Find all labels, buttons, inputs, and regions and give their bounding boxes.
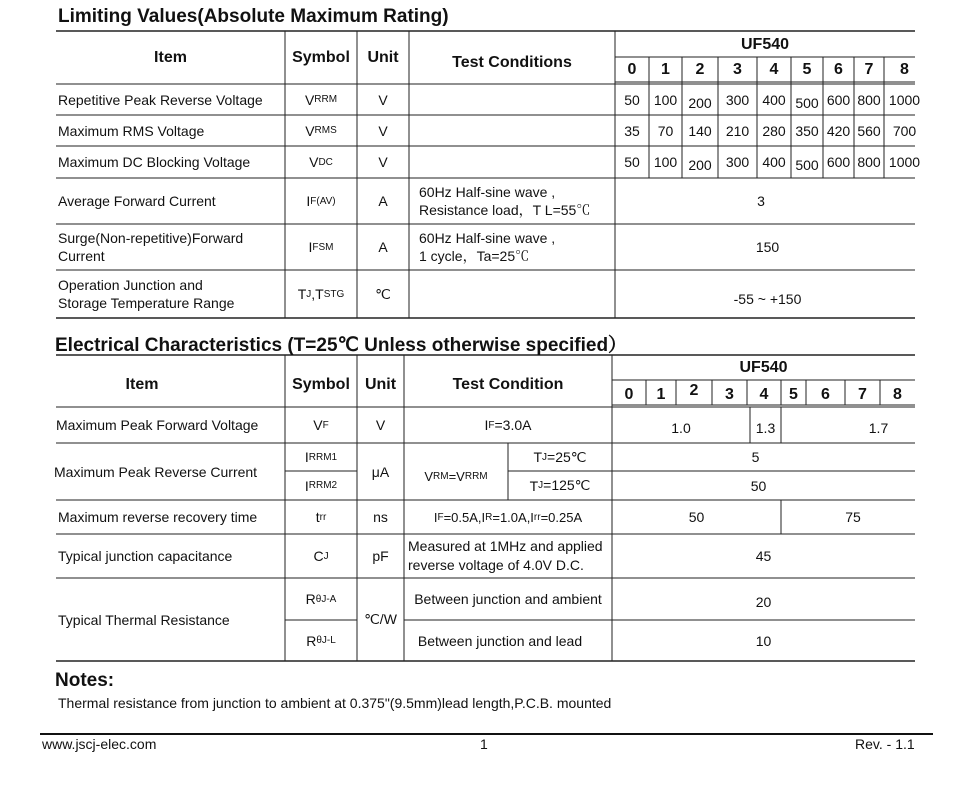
rth-unit: ℃/W (364, 611, 397, 627)
trr-value-1: 50 (688, 509, 705, 525)
col-header-item: Item (154, 48, 187, 66)
notes-title: Notes: (55, 670, 115, 691)
table1-value-cell: 300 (725, 91, 750, 108)
cj-item: Typical junction capacitance (58, 548, 233, 564)
table1-value-span: 150 (755, 239, 780, 255)
ir-tj-25: T J =25℃ (533, 448, 587, 465)
col-header-unit-2: Unit (364, 376, 397, 393)
vf-item: Maximum Peak Forward Voltage (56, 417, 259, 433)
ir-condition: V RM =V RRM (424, 469, 488, 484)
col-header-condition-2: Test Condition (452, 376, 564, 393)
rth-value-jl: 10 (755, 632, 772, 649)
footer-revision: Rev. - 1.1 (855, 736, 915, 752)
ir-value-125: 50 (750, 477, 767, 494)
footer-page-number: 1 (480, 736, 488, 752)
table1-value-cell: 800 (857, 154, 881, 170)
table1-value-span: 3 (757, 193, 765, 209)
grade-header: 4 (769, 60, 779, 78)
rth-symbol-ja: R θJ-A (305, 591, 337, 607)
table1-value-cell: 700 (892, 122, 917, 139)
rth-cond-lead: Between junction and lead (417, 632, 583, 649)
grade-header: 4 (759, 385, 769, 403)
table1-value-cell: 1000 (888, 91, 921, 108)
table1-unit: V (378, 122, 388, 139)
grade-header: 8 (900, 60, 909, 78)
trr-value-2: 75 (845, 509, 861, 525)
table1-value-cell: 400 (762, 154, 786, 170)
grade-header: 1 (656, 385, 666, 403)
table1-symbol: T J ,T STG (297, 286, 345, 302)
footer-divider (40, 733, 933, 735)
trr-condition: I F =0.5A,I R =1.0A,I rr =0.25A (433, 509, 583, 525)
trr-symbol: t rr (315, 509, 327, 525)
table1-item: Average Forward Current (58, 193, 216, 209)
grade-header: 8 (893, 385, 902, 403)
rth-value-ja: 20 (755, 594, 772, 610)
cj-unit: pF (372, 548, 389, 564)
table1-unit: ℃ (375, 285, 391, 302)
rth-cond-ambient: Between junction and ambient (414, 591, 602, 607)
trr-unit: ns (373, 509, 388, 525)
part-number-header-2: UF540 (739, 358, 788, 376)
rth-item: Typical Thermal Resistance (58, 611, 230, 628)
grade-header: 0 (624, 385, 634, 403)
col-header-symbol: Symbol (292, 48, 350, 66)
col-header-symbol-2: Symbol (292, 376, 350, 393)
rth-symbol-jl: R θJ-L (306, 632, 336, 649)
grade-header: 2 (689, 382, 699, 399)
vf-value-1: 1.0 (671, 420, 691, 436)
table1-value-cell: 500 (795, 94, 819, 111)
table1-value-cell: 35 (624, 122, 640, 139)
vf-value-3: 1.7 (868, 420, 889, 436)
table1-value-cell: 200 (688, 94, 712, 111)
table1-item: Maximum RMS Voltage (58, 122, 205, 139)
ir-item: Maximum Peak Reverse Current (54, 463, 258, 480)
table1-value-cell: 800 (857, 91, 881, 108)
footer-website: www.jscj-elec.com (42, 736, 157, 752)
table1-value-cell: 1000 (888, 154, 921, 170)
grade-header: 6 (821, 385, 830, 403)
part-number-header: UF540 (740, 35, 790, 53)
table1-unit: A (378, 193, 388, 209)
cj-condition: Measured at 1MHz and applied reverse voltage of 4.0V D.C. (408, 538, 603, 573)
table1-symbol: V RRM (304, 91, 338, 108)
grade-header: 0 (627, 60, 637, 78)
table1-unit: V (378, 91, 388, 108)
table1-symbol: V RMS (305, 122, 337, 139)
grade-header: 3 (733, 60, 742, 78)
vf-value-2: 1.3 (755, 420, 776, 436)
table1-condition: 60Hz Half-sine wave , 1 cycle，Ta=25℃ (419, 230, 556, 264)
grade-header: 7 (858, 385, 867, 403)
ir-unit: μA (371, 463, 390, 480)
grade-header: 1 (661, 60, 670, 78)
grade-header: 5 (802, 60, 812, 78)
table1-value-cell: 600 (826, 154, 851, 170)
table1-value-cell: 140 (688, 122, 712, 139)
grade-header: 3 (725, 385, 734, 403)
table1-symbol: V DC (309, 154, 333, 170)
table1-value-cell: 420 (826, 122, 851, 139)
ir-symbol-2: I RRM2 (304, 477, 338, 494)
table1-value-cell: 200 (688, 157, 712, 173)
table1-value-cell: 280 (762, 122, 786, 139)
vf-unit: V (375, 417, 386, 433)
grade-header: 7 (864, 60, 874, 78)
ir-tj-125: T J =125℃ (529, 477, 591, 494)
table1-value-cell: 600 (826, 91, 851, 108)
trr-item: Maximum reverse recovery time (58, 509, 258, 525)
table1-value-cell: 400 (762, 91, 786, 108)
vf-symbol: V F (313, 417, 329, 433)
table1-item: Repetitive Peak Reverse Voltage (58, 91, 263, 108)
table1-unit: A (378, 239, 388, 255)
table1-value-cell: 350 (795, 122, 819, 139)
section1-title: Limiting Values(Absolute Maximum Rating) (58, 6, 449, 27)
section2-title: Electrical Characteristics (T=25℃ Unless otherwise specified） (55, 335, 628, 356)
ir-symbol-1: I RRM1 (304, 449, 338, 465)
table1-value-span: -55 ~ +150 (733, 290, 802, 307)
col-header-conditions: Test Conditions (452, 53, 572, 71)
table1-value-cell: 100 (653, 91, 678, 108)
table1-item: Operation Junction and Storage Temperature Range (58, 277, 235, 311)
table1-unit: V (378, 154, 388, 170)
grade-header: 6 (834, 60, 843, 78)
table1-symbol: I F(AV) (306, 193, 336, 209)
table1-value-cell: 210 (725, 122, 750, 139)
grade-header: 2 (695, 60, 705, 78)
table1-symbol: I FSM (308, 239, 334, 255)
table1-value-cell: 560 (857, 122, 881, 139)
col-header-unit: Unit (367, 48, 399, 66)
notes-text: Thermal resistance from junction to ambient at 0.375"(9.5mm)lead length,P.C.B. mounted (58, 695, 612, 711)
table1-condition: 60Hz Half-sine wave , Resistance load，T L=55℃ (419, 184, 591, 218)
cj-symbol: C J (313, 548, 329, 564)
table1-value-cell: 500 (795, 157, 819, 173)
vf-condition: I F =3.0A (484, 417, 532, 433)
table1-value-cell: 70 (657, 122, 674, 139)
table1-value-cell: 100 (653, 154, 678, 170)
table1-value-cell: 50 (624, 91, 640, 108)
table1-value-cell: 300 (725, 154, 750, 170)
ir-value-25: 5 (751, 449, 760, 465)
table1-value-cell: 50 (624, 154, 640, 170)
col-header-item-2: Item (125, 376, 159, 393)
cj-value: 45 (755, 548, 772, 564)
table1-item: Maximum DC Blocking Voltage (58, 154, 251, 170)
table1-item: Surge(Non-repetitive)Forward Current (58, 230, 244, 264)
grade-header: 5 (789, 385, 798, 403)
